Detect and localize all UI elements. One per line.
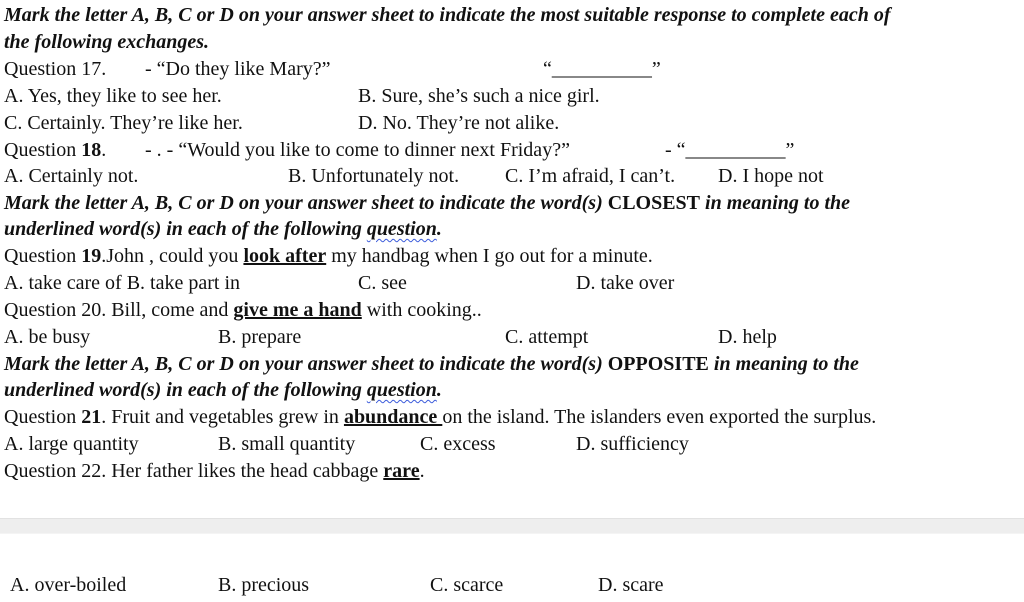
question-number: 18 — [81, 139, 102, 161]
q17-option-d: D. No. They’re not alike. — [358, 112, 560, 134]
question-label: Question — [4, 406, 82, 428]
instruction-3-period: . — [436, 379, 442, 401]
q19-option-a-b: A. take care of B. take part in — [4, 272, 241, 294]
q18-option-b: B. Unfortunately not. — [288, 165, 460, 187]
question-text-end: with cooking.. — [361, 299, 482, 321]
q21-option-b: B. small quantity — [218, 433, 356, 455]
question-label: Question — [4, 58, 82, 80]
q20-option-d: D. help — [718, 326, 777, 348]
question-dot: . — [101, 139, 107, 161]
q19-option-d: D. take over — [576, 272, 675, 294]
instruction-1-text: Mark the letter A, B, C or D on your answer sheet to indicate the most suitable response to complete each of — [4, 4, 891, 26]
question-label: Question — [4, 139, 82, 161]
underlined-phrase: rare — [383, 460, 420, 482]
q18-reply-blank: - “__________” — [665, 139, 795, 161]
question-text-end: my handbag when I go out for a minute. — [326, 245, 653, 267]
instruction-2-period: . — [436, 218, 442, 240]
instruction-3-line-1 — [4, 351, 859, 377]
q17-option-c: C. Certainly. They’re like her. — [4, 112, 243, 134]
question-17 — [4, 56, 106, 82]
instruction-3-line-2 — [4, 377, 442, 403]
q17-option-a: A. Yes, they like to see her. — [4, 85, 222, 107]
underlined-phrase: abundance — [343, 406, 443, 428]
question-21 — [4, 404, 876, 430]
instruction-2-line-2 — [4, 216, 442, 242]
instruction-3-text-2: underlined word(s) in each of the following — [4, 379, 367, 401]
q18-option-d: D. I hope not — [718, 165, 824, 187]
underlined-phrase: look after — [243, 245, 327, 267]
instruction-1-line-2 — [4, 29, 209, 55]
question-period: . — [419, 460, 425, 482]
q22-option-a: A. over-boiled — [10, 574, 127, 596]
question-text-end: on the island. The islanders even exported the surplus. — [442, 406, 877, 428]
q18-prompt: - . - “Would you like to come to dinner next Friday?” — [145, 139, 570, 161]
question-text: Question 20. Bill, come and — [4, 299, 234, 321]
q20-option-c: C. attempt — [505, 326, 589, 348]
instruction-2-spellcheck-word: question — [366, 218, 437, 240]
question-number: 19 — [81, 245, 102, 267]
instruction-1-line-1 — [4, 2, 891, 28]
q20-option-b: B. prepare — [218, 326, 302, 348]
q21-option-d: D. sufficiency — [576, 433, 689, 455]
question-20 — [4, 297, 482, 323]
instruction-2-line-1 — [4, 190, 850, 216]
instruction-2-text-2: underlined word(s) in each of the following — [4, 218, 367, 240]
q19-option-c: C. see — [358, 272, 407, 294]
q17-reply-blank: “__________” — [543, 58, 661, 80]
instruction-3-text-end: in meaning to the — [708, 353, 859, 375]
instruction-3-spellcheck-word: question — [366, 379, 437, 401]
page-break-divider — [0, 518, 1024, 534]
question-label: Question — [4, 245, 82, 267]
question-number: 17 — [81, 58, 102, 80]
instruction-3-text: Mark the letter A, B, C or D on your answer sheet to indicate the word(s) — [4, 353, 608, 375]
instruction-1-text-2: the following exchanges. — [4, 31, 210, 53]
question-text: .John , could you — [101, 245, 244, 267]
q17-prompt: - “Do they like Mary?” — [145, 58, 331, 80]
question-text: Question 22. Her father likes the head cabbage — [4, 460, 384, 482]
instruction-3-keyword: OPPOSITE — [607, 353, 709, 375]
q17-option-b: B. Sure, she’s such a nice girl. — [358, 85, 600, 107]
q18-option-a: A. Certainly not. — [4, 165, 139, 187]
question-number: 21 — [81, 406, 102, 428]
instruction-2-text-end: in meaning to the — [700, 192, 851, 214]
q22-option-d: D. scare — [598, 574, 664, 596]
question-text: . Fruit and vegetables grew in — [101, 406, 344, 428]
question-19 — [4, 243, 653, 269]
question-dot: . — [101, 58, 107, 80]
q21-option-c: C. excess — [420, 433, 496, 455]
question-18 — [4, 137, 106, 163]
q22-option-b: B. precious — [218, 574, 310, 596]
q21-option-a: A. large quantity — [4, 433, 139, 455]
q20-option-a: A. be busy — [4, 326, 91, 348]
instruction-2-keyword: CLOSEST — [607, 192, 701, 214]
question-22 — [4, 458, 425, 484]
underlined-phrase: give me a hand — [233, 299, 362, 321]
q18-option-c: C. I’m afraid, I can’t. — [505, 165, 676, 187]
q22-option-c: C. scarce — [430, 574, 504, 596]
instruction-2-text: Mark the letter A, B, C or D on your answer sheet to indicate the word(s) — [4, 192, 608, 214]
